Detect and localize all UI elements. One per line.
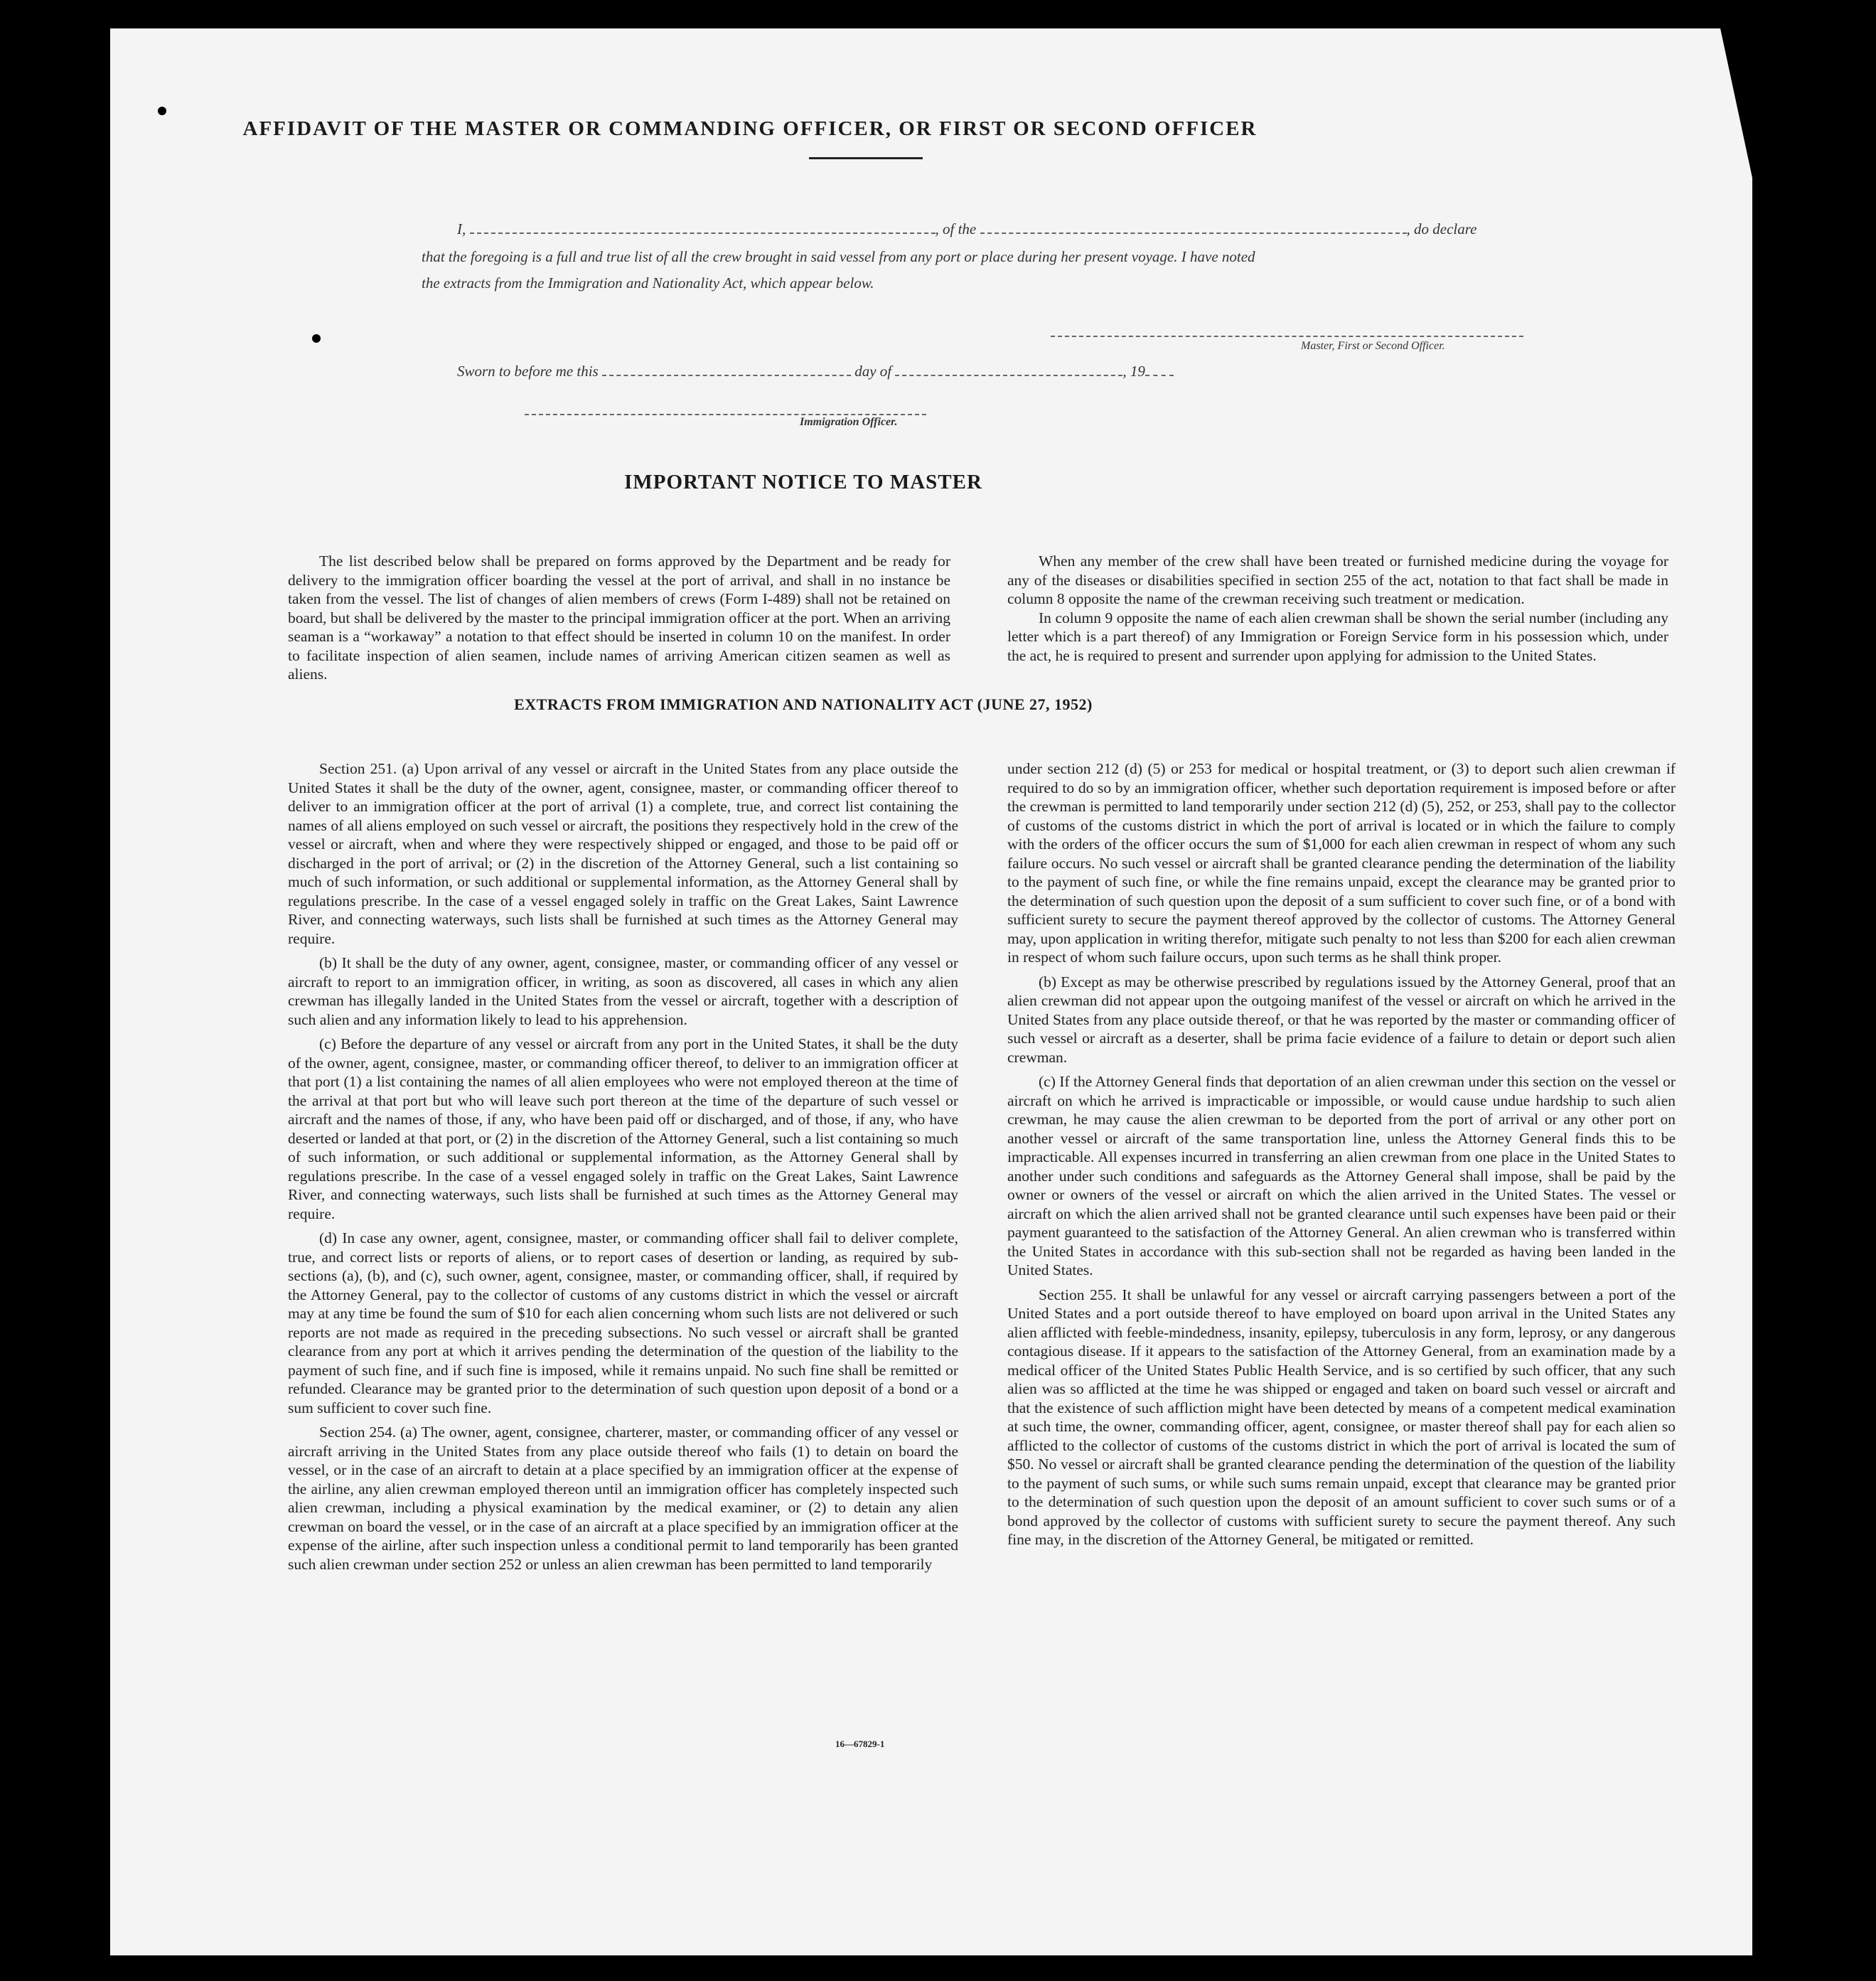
- master-signature-label: Master, First or Second Officer.: [1301, 340, 1445, 352]
- declaration-do-declare: , do declare: [1406, 220, 1477, 237]
- title-rule: [809, 157, 923, 159]
- section-251-a: Section 251. (a) Upon arrival of any vessel or aircraft in the United States from any place outside the United States it shall be the duty of the owner, agent, consignee, master, or commanding officer thereof to deliver to an immigration officer at the port of arrival (1) a complete, true, and correct list containing the names of all aliens employed on such vessel or aircraft, the positions they respectively hold in the crew of the vessel or aircraft, when and where they were respectively shipped or engaged, and those to be paid off or discharged in the port of arrival; or (2) in the discretion of the Attorney General, such a list containing so much of such information, or such additional or supplemental information, as the Attorney General shall by regulations prescribe. In the case of a vessel engaged solely in traffic on the Great Lakes, Saint Lawrence River, and connecting waterways, such lists shall be furnished at such times as the Attorney General may require.: [288, 760, 958, 947]
- punch-hole: [1770, 248, 1799, 277]
- extracts-left-column: [288, 759, 958, 1579]
- declaration-line-2: that the foregoing is a full and true list of all the crew brought in said vessel from any port or place during her present voyage. I have noted: [422, 248, 1255, 265]
- binder-mark: [312, 334, 321, 343]
- section-254-a: Section 254. (a) The owner, agent, consignee, charterer, master, or commanding officer of any vessel or aircraft arriving in the United States from any place outside thereof who fails (1) to detain on board the vessel, or in the case of an aircraft to detain at a place specified by an immigration officer at the expense of the airline, any alien crewman employed thereon until an immigration officer has completely inspected such alien crewman, including a physical examination by the medical examiner, or (2) to detain any alien crewman on board the vessel, or in the case of an aircraft at a place specified by an immigration officer at the expense of the airline, after such inspection unless a conditional permit to land temporarily has been granted such alien crewman under section 252 or unless an alien crewman has been permitted to land temporarily: [288, 1424, 958, 1573]
- affidavit-title: AFFIDAVIT OF THE MASTER OR COMMANDING OFFICER, OR FIRST OR SECOND OFFICER: [242, 117, 1258, 140]
- section-254-a-continued: under section 212 (d) (5) or 253 for medical or hospital treatment, or (3) to deport such alien crewman if required to do so by an immigration officer, whether such deportation requirement is imposed before or after the crewman is permitted to land temporarily under section 212 (d) (5), 252, or 253, shall pay to the collector of customs of the customs district in which the port of arrival is located or in which the failure to comply with the orders of the officer occurs the sum of $1,000 for each alien crewman in respect of whom any such failure occurs. No such vessel or aircraft shall be granted clearance pending the determination of the liability to the payment of such fine, or while the fine remains unpaid, except the clearance may be granted prior to the determination of such question upon the deposit of a sum sufficient to cover such fine, or of a bond with sufficient surety to secure the payment thereof approved by the collector of customs. The Attorney General may, upon application in writing therefor, mitigate such penalty to not less than $200 for each alien crewman in respect of whom such failure occurs, upon such terms as he shall think proper.: [1007, 760, 1676, 966]
- section-254-b: (b) Except as may be otherwise prescribed by regulations issued by the Attorney General, proof that an alien crewman did not appear upon the outgoing manifest of the vessel or aircraft on which he arrived in the United States from any place outside thereof, or that he was reported by the master or commanding officer of such vessel or aircraft as a deserter, shall be prima facie evidence of a failure to detain or deport such alien crewman.: [1007, 973, 1676, 1066]
- sworn-day-blank[interactable]: [602, 365, 851, 376]
- punch-hole: [1770, 348, 1799, 377]
- punch-hole: [1770, 1714, 1799, 1742]
- officer-signature-blank[interactable]: [525, 404, 926, 415]
- declaration-i: I,: [457, 220, 466, 237]
- notice-right-paragraph-1: When any member of the crew shall have been treated or furnished medicine during the voyage for any of the diseases or disabilities specified in section 255 of the act, notation to that fact shall be made in column 8 opposite the name of the crewman receiving such treatment or medication.: [1007, 552, 1668, 607]
- sworn-line: [457, 363, 1174, 380]
- punch-hole: [1770, 1813, 1799, 1842]
- sworn-day-of: day of: [854, 363, 892, 380]
- punch-hole: [1770, 1419, 1799, 1447]
- sworn-year: , 19: [1122, 363, 1145, 380]
- form-code: 16—67829-1: [835, 1739, 885, 1749]
- sworn-text: Sworn to before me this: [457, 363, 599, 380]
- section-251-d: (d) In case any owner, agent, consignee, master, or commanding officer shall fail to deliver complete, true, and correct lists or reports of aliens, or to report cases of desertion or landing, as required by sub-sections (a), (b), and (c), such owner, agent, consignee, master, or commanding officer, shall, if required by the Attorney General, pay to the collector of customs of any customs district in which the vessel or aircraft may at any time be found the sum of $10 for each alien concerning whom such lists are not delivered or such reports are not made as required in the preceding subsections. No such vessel or aircraft shall be granted clearance from any port at which it arrives pending the determination of the question of the liability to the payment of such fine, and if such fine is imposed, while it remains unpaid. No such fine shall be remitted or refunded. Clearance may be granted prior to the determination of such question upon deposit of a bond or a sum sufficient to cover such fine.: [288, 1229, 958, 1416]
- section-251-c: (c) Before the departure of any vessel or aircraft from any port in the United States, it shall be the duty of the owner, agent, consignee, master, or commanding officer thereof, to deliver to an immigration officer at that port (1) a list containing the names of all alien employees who were not employed thereon at the time of the arrival at that port but who will leave such port thereon at the time of the departure of such vessel or aircraft and the names of those, if any, who have been paid off or discharged, and of those, if any, who have deserted or landed at that port, or (2) in the discretion of the Attorney General, such a list containing so much of such information, or such additional or supplemental information, as the Attorney General shall by regulations prescribe. In the case of a vessel engaged solely in traffic on the Great Lakes, Saint Lawrence River, and connecting waterways, such lists shall be furnished at such times as the Attorney General may require.: [288, 1035, 958, 1222]
- section-255: Section 255. It shall be unlawful for any vessel or aircraft carrying passengers between a port of the United States and a port outside thereof to have employed on board upon arrival in the United States any alien afflicted with feeble-mindedness, insanity, epilepsy, tuberculosis in any form, leprosy, or any dangerous contagious disease. If it appears to the satisfaction of the Attorney General, from an examination made by a medical officer of the United States Public Health Service, and is so certified by such officer, that any such alien was so afflicted at the time he was shipped or engaged and taken on board such vessel or aircraft and that the existence of such affliction might have been detected by means of a competent medical examination at such time, the owner, commanding officer, agent, consignee, or master thereof shall pay for each alien so afflicted to the collector of customs of the customs district in which the port of arrival is located the sum of $50. No vessel or aircraft shall be granted clearance pending the determination of the question of the liability to the payment of such sums, or while such sums remain unpaid, except that clearance may be granted prior to the determination of such question upon the deposit of an amount sufficient to cover such sums or of a bond approved by the collector of customs with sufficient surety to secure the payment thereof. Any such fine may, in the discretion of the Attorney General, be mitigated or remitted.: [1007, 1286, 1676, 1548]
- declaration-line-3: the extracts from the Immigration and Nationality Act, which appear below.: [422, 274, 874, 292]
- binder-mark: [158, 107, 166, 115]
- section-254-c: (c) If the Attorney General finds that deportation of an alien crewman under this section on the vessel or aircraft on which he arrived is impracticable or impossible, or would cause undue hardship to such alien crewman, he may cause the alien crewman to be deported from the port of arrival or any other port on another vessel or aircraft of the same transportation line, unless the Attorney General finds this to be impracticable. All expenses incurred in transferring an alien crewman from one place in the United States to another under such conditions and safeguards as the Attorney General shall impose, shall be paid by the owner or owners of the vessel or aircraft on which the alien arrived in the United States. The vessel or aircraft on which the alien arrived shall not be granted clearance until such expenses have been paid or their payment guaranteed to the satisfaction of the Attorney General. An alien crewman who is transferred within the United States in accordance with this sub-section shall not be regarded as having been landed in the United States.: [1007, 1073, 1676, 1278]
- notice-left-column: [288, 552, 950, 690]
- notice-left-paragraph: The list described below shall be prepared on forms approved by the Department and be ready for delivery to the immigration officer boarding the vessel at the port of arrival, and shall in no instance be taken from the vessel. The list of changes of alien members of crews (Form I-489) shall not be retained on board, but shall be delivered by the master to the principal immigration officer at the port. When an arriving seaman is a “workaway” a notation to that effect should be inserted in column 10 on the manifest. In order to facilitate inspection of alien seamen, include names of arriving American citizen seamen as well as aliens.: [288, 552, 950, 683]
- extracts-title: EXTRACTS FROM IMMIGRATION AND NATIONALITY ACT (JUNE 27, 1952): [514, 695, 1093, 713]
- punch-hole: [1770, 749, 1799, 778]
- sworn-month-blank[interactable]: [895, 365, 1122, 376]
- officer-signature-label: Immigration Officer.: [800, 416, 898, 428]
- notice-right-paragraph-2: In column 9 opposite the name of each alien crewman shall be shown the serial number (including any letter which is a part thereof) of any Immigration or Foreign Service form in his possession which, under the act, he is required to present and surrender upon applying for admission to the United States.: [1007, 609, 1668, 664]
- notice-title: IMPORTANT NOTICE TO MASTER: [624, 471, 982, 493]
- declaration-of-the: , of the: [935, 220, 977, 237]
- sworn-year-blank[interactable]: [1145, 365, 1174, 376]
- declaration-line-1: [457, 220, 1476, 238]
- name-blank[interactable]: [470, 223, 936, 234]
- punch-hole: [1770, 1317, 1799, 1345]
- punch-hole: [1770, 648, 1799, 677]
- vessel-blank[interactable]: [980, 223, 1407, 234]
- extracts-right-column: [1007, 759, 1676, 1555]
- master-signature-blank[interactable]: [1051, 326, 1523, 337]
- section-251-b: (b) It shall be the duty of any owner, agent, consignee, master, or commanding officer of any vessel or aircraft to report to an immigration officer, in writing, as soon as discovered, all cases in which any alien crewman has illegally landed in the United States from the vessel or aircraft, together with a description of such alien and any information likely to lead to his apprehension.: [288, 954, 958, 1028]
- notice-right-column: [1007, 552, 1668, 671]
